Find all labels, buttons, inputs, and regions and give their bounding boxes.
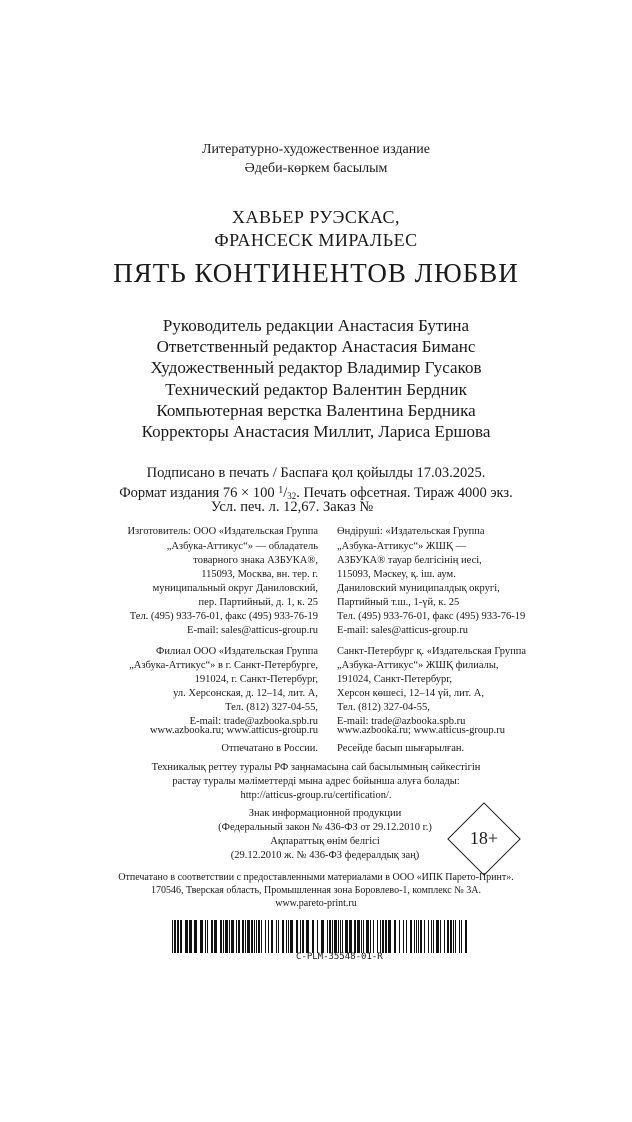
barcode-bar [231,920,234,953]
barcode-bar [461,920,462,953]
barcode-bar [406,920,407,953]
barcode-bar [394,920,396,953]
barcode-bar [245,920,246,953]
barcode-bar [416,920,417,953]
publisher-line: Тел. (812) 327-04-55, [337,702,430,713]
barcode-bar [403,920,404,953]
publisher-line: Изготовитель: ООО «Издательская Группа [127,526,318,537]
printer-line: Отпечатано в соответствии с предоставленными материалами в ООО «ИПК Парето-Принт». [118,872,514,883]
barcode-bar [225,920,228,953]
barcode-bar [370,920,371,953]
barcode-bar [276,920,277,953]
barcode-bar [455,920,456,953]
publisher-line: АЗБУКА® тауар белгісінің иесі, [337,555,482,566]
publisher-line: пер. Партийный, д. 1, к. 25 [198,597,318,608]
author-1: ХАВЬЕР РУЭСКАС, [232,207,400,227]
barcode-bar [278,920,279,953]
credit-line: Художественный редактор Владимир Гусаков [150,358,482,377]
barcode-bar [200,920,203,953]
barcode-bar [254,920,255,953]
barcode-bar [366,920,369,953]
publisher-web-left: www.azbooka.ru; www.atticus-group.ru [149,725,318,736]
barcode-bar [380,920,381,953]
barcode-bar [450,920,452,953]
printed-in-russia-kz: Ресейде басып шығарылған. [337,743,465,754]
barcode-bar [410,920,412,953]
barcode-bar [361,920,362,953]
barcode-bar [268,920,269,953]
publisher-line: 191024, г. Санкт-Петербург, [194,674,318,685]
barcode-bar [418,920,419,953]
barcode-bar [247,920,250,953]
barcode-bar [357,920,360,953]
barcode-bar [172,920,173,953]
barcode-bar [399,920,400,953]
publisher-email: E-mail: trade@azbooka.spb.ru [337,716,466,727]
publisher-web-right: www.azbooka.ru; www.atticus-group.ru [337,725,506,736]
barcode-bar [424,920,425,953]
publisher-line: Филиал ООО «Издательская Группа [156,646,318,657]
barcode-bar [444,920,445,953]
printed-in-russia: Отпечатано в России. [221,743,318,754]
barcode-bar [420,920,422,953]
barcode-bar [382,920,384,953]
barcode-bar [354,920,356,953]
publisher-email: E-mail: sales@atticus-group.ru [187,625,318,636]
barcode-bar [180,920,182,953]
credit-line: Компьютерная верстка Валентина Бердника [156,401,476,420]
format-line: Формат издания 76 × 100 $^1/_{32}$. Печать офсетная. Тираж 4000 экз. [119,485,513,501]
author-2: ФРАНСЕСК МИРАЛЬЕС [214,230,418,250]
publisher-line: 115093, Мәскеу, қ. іш. аум. [337,569,456,580]
age-rating-label: 18+ [469,828,499,848]
barcode-bar [428,920,429,953]
publisher-line: Тел. (495) 933-76-01, факс (495) 933-76-19 [129,611,318,622]
publisher-line: „Азбука-Аттикус“» ЖШҚ — [337,541,467,552]
certification-line: растау туралы мәліметтерді мына адрес бойынша алуға болады: [172,776,460,787]
barcode-bar [214,920,217,953]
barcode-bar [282,920,284,953]
info-sign-line: (Федеральный закон № 436-ФЗ от 29.12.2010 г.) [218,822,432,833]
barcode-bar [242,920,244,953]
format-prefix: Формат издания 76 × 100 [119,485,275,501]
publisher-line: Тел. (812) 327-04-55, [225,702,318,713]
barcode-bar [465,920,467,953]
barcode-bar [207,920,208,953]
barcode-bar [373,920,374,953]
barcode-bar [414,920,415,953]
barcode-bar [436,920,439,953]
publisher-line: Тел. (495) 933-76-01, факс (495) 933-76-19 [337,611,526,622]
barcode-bar [288,920,289,953]
edition-type-kz: Әдеби-көркем басылым [244,161,388,176]
publisher-line: Өндіруші: «Издательская Группа [337,526,485,537]
publisher-line: 191024, Санкт-Петербург, [337,674,453,685]
barcode-bar [312,920,314,953]
barcode-bar [321,920,324,953]
barcode-bar [340,920,341,953]
publisher-line: Санкт-Петербург қ. «Издательская Группа [337,646,526,657]
publisher-email: E-mail: sales@atticus-group.ru [337,625,468,636]
barcode-bar [363,920,364,953]
barcode-bar [306,920,309,953]
barcode-bar [329,920,331,953]
printer-url: www.pareto-print.ru [275,898,357,909]
barcode-bar [229,920,230,953]
sheets-text: Усл. печ. л. 12,67. Заказ № [210,499,374,515]
publisher-line: товарного знака АЗБУКА®, [193,555,318,566]
edition-type-ru: Литературно-художественное издание [202,142,430,157]
barcode-bar [271,920,273,953]
barcode-bar [265,920,266,953]
barcode-bar [174,920,176,953]
barcode-bar [177,920,179,953]
credit-line: Технический редактор Валентин Бердник [165,380,467,399]
barcode-bar [236,920,237,953]
barcode-bar [194,920,197,953]
barcode-bar [317,920,318,953]
barcode-bar [377,920,378,953]
format-suffix: . Печать офсетная. Тираж 4000 экз. [296,485,513,501]
barcode-bar [459,920,460,953]
barcode-code: C-PLM-35548-01-R [296,952,383,962]
barcode-bar [431,920,432,953]
barcode-bar [349,920,352,953]
publisher-line: муниципальный округ Даниловский, [152,583,318,594]
barcode-bar [342,920,343,953]
publisher-line: „Азбука-Аттикус“» ЖШҚ филиалы, [337,660,499,671]
barcode-bar [256,920,257,953]
barcode-bar [345,920,348,953]
barcode-bar [185,920,188,953]
printer-line: 170546, Тверская область, Промышленная зона Боровлево-1, комплекс № 3А. [151,885,481,896]
publisher-line: „Азбука-Аттикус“» — обладатель [166,541,318,552]
barcode-bar [332,920,333,953]
barcode-bar [433,920,434,953]
format-denominator: 32 [287,491,297,501]
info-sign-line: Знак информационной продукции [248,808,402,819]
barcode-bar [296,920,298,953]
info-sign-line: (29.12.2010 ж. № 436-ФЗ федералдық заң) [230,850,420,861]
format-numerator: 1 [278,485,284,496]
barcode-bar [334,920,337,953]
barcode-bar [258,920,260,953]
credit-line: Корректоры Анастасия Миллит, Лариса Ершова [141,422,491,441]
barcode-bar [338,920,339,953]
barcode-bar [189,920,192,953]
barcode-bar [251,920,253,953]
barcode-bar [261,920,262,953]
publisher-line: Херсон көшесі, 12–14 үй, лит. А, [337,688,484,699]
barcode-bar [440,920,441,953]
barcode-bar [286,920,287,953]
barcode-bar [211,920,213,953]
sheets-line [0,499,632,516]
barcode-bar [220,920,222,953]
certification-url: http://atticus-group.ru/certification/. [240,790,392,801]
publisher-line: Даниловский муниципалдық округі, [337,583,500,594]
publisher-line: 115093, Москва, вн. тер. г. [201,569,318,580]
signed-to-print: Подписано в печать / Баспаға қол қойылды 17.03.2025. [146,465,486,481]
barcode-bar [205,920,206,953]
barcode-bar [223,920,224,953]
barcode [172,920,470,953]
barcode-bar [238,920,240,953]
barcode-bar [453,920,454,953]
barcode-bar [385,920,387,953]
barcode-bar [302,920,304,953]
publisher-line: Партийный т.ш., 1-үй, к. 25 [337,597,460,608]
barcode-bar [327,920,328,953]
publisher-email: E-mail: trade@azbooka.spb.ru [189,716,318,727]
barcode-bar [388,920,391,953]
credit-line: Ответственный редактор Анастасия Биманс [156,337,476,356]
publisher-line: ул. Херсонская, д. 12–14, лит. А, [173,688,318,699]
barcode-bar [300,920,301,953]
credit-line: Руководитель редакции Анастасия Бутина [162,316,470,335]
barcode-bar [290,920,293,953]
book-title: ПЯТЬ КОНТИНЕНТОВ ЛЮБВИ [113,258,519,288]
publisher-line: „Азбука-Аттикус“» в г. Санкт-Петербурге, [129,660,318,671]
info-sign-line: Ақпараттық өнім белгісі [270,836,380,847]
certification-line: Техникалық реттеу туралы РФ заңнамасына сай басылымның сәйкестігін [151,762,481,773]
barcode-bar [447,920,449,953]
